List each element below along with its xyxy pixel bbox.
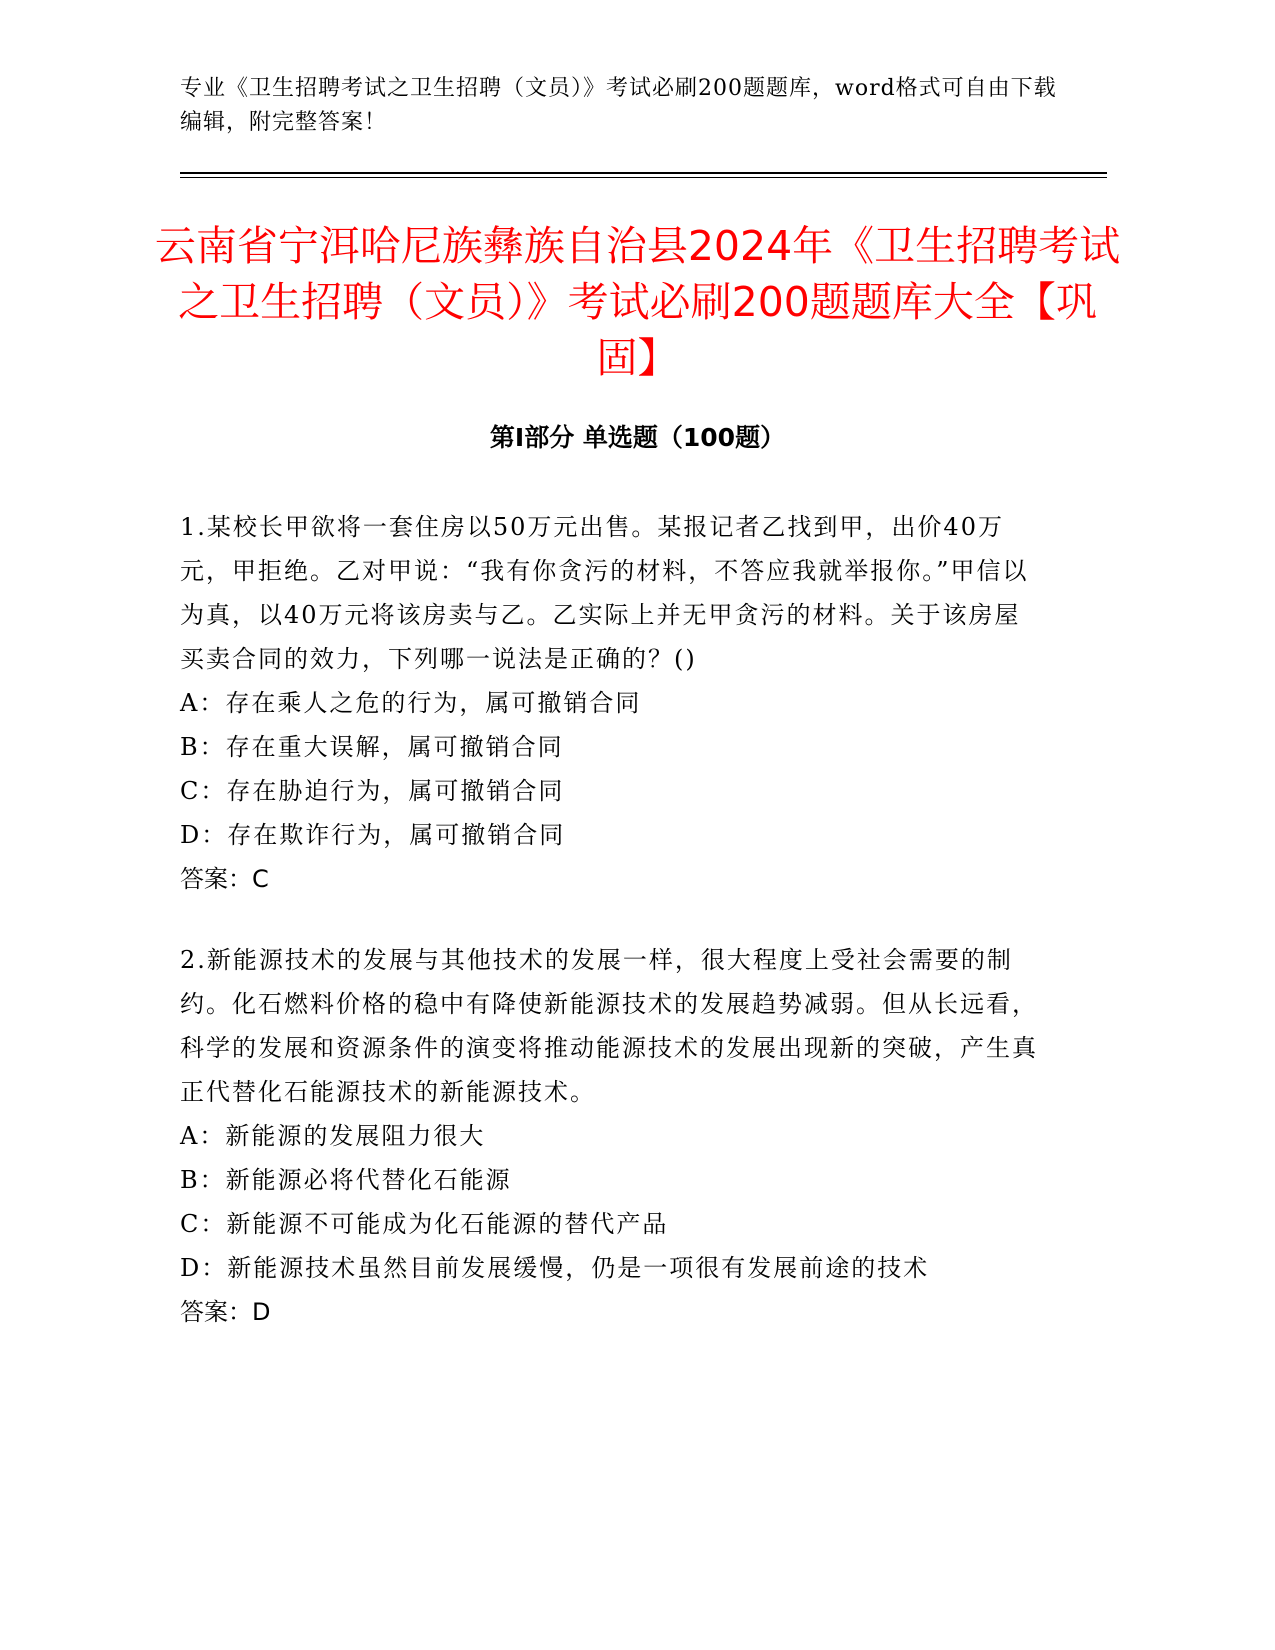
option-d: D：新能源技术虽然目前发展缓慢，仍是一项很有发展前途的技术: [180, 1254, 930, 1282]
answer: 答案：C: [180, 865, 269, 893]
header-note: 专业《卫生招聘考试之卫生招聘（文员）》考试必刷200题题库，word格式可自由下载编辑，附完整答案！: [180, 76, 1057, 135]
answer: 答案：D: [180, 1298, 271, 1326]
question-stem: 2.新能源技术的发展与其他技术的发展一样，很大程度上受社会需要的制约。化石燃料价格的稳中有降使新能源技术的发展趋势减弱。但从长远看，科学的发展和资源条件的演变将推动能源技术的发展出现新的突破，产生真正代替化石能源技术的新能源技术。: [180, 946, 1038, 1106]
option-c: C：新能源不可能成为化石能源的替代产品: [180, 1210, 669, 1238]
question-1: [180, 505, 1040, 901]
option-d: D：存在欺诈行为，属可撤销合同: [180, 821, 566, 849]
option-a: A：新能源的发展阻力很大: [180, 1122, 486, 1150]
header-divider-thick: [180, 172, 1107, 174]
option-a: A：存在乘人之危的行为，属可撤销合同: [180, 689, 642, 717]
document-title: 云南省宁洱哈尼族彝族自治县2024年《卫生招聘考试之卫生招聘（文员）》考试必刷200题题库大全【巩固】: [154, 222, 1121, 382]
section-heading: 第Ⅰ部分 单选题（100题）: [489, 423, 786, 452]
question-stem: 1.某校长甲欲将一套住房以50万元出售。某报记者乙找到甲，出价40万元，甲拒绝。乙对甲说：“我有你贪污的材料，不答应我就举报你。”甲信以为真，以40万元将该房卖与乙。乙实际上并无甲贪污的材料。关于该房屋买卖合同的效力，下列哪一说法是正确的？(): [180, 513, 1029, 673]
option-b: B：存在重大误解，属可撤销合同: [180, 733, 564, 761]
question-2: [180, 938, 1040, 1334]
option-c: C：存在胁迫行为，属可撤销合同: [180, 777, 565, 805]
option-b: B：新能源必将代替化石能源: [180, 1166, 512, 1194]
header-divider-thin: [180, 177, 1107, 178]
